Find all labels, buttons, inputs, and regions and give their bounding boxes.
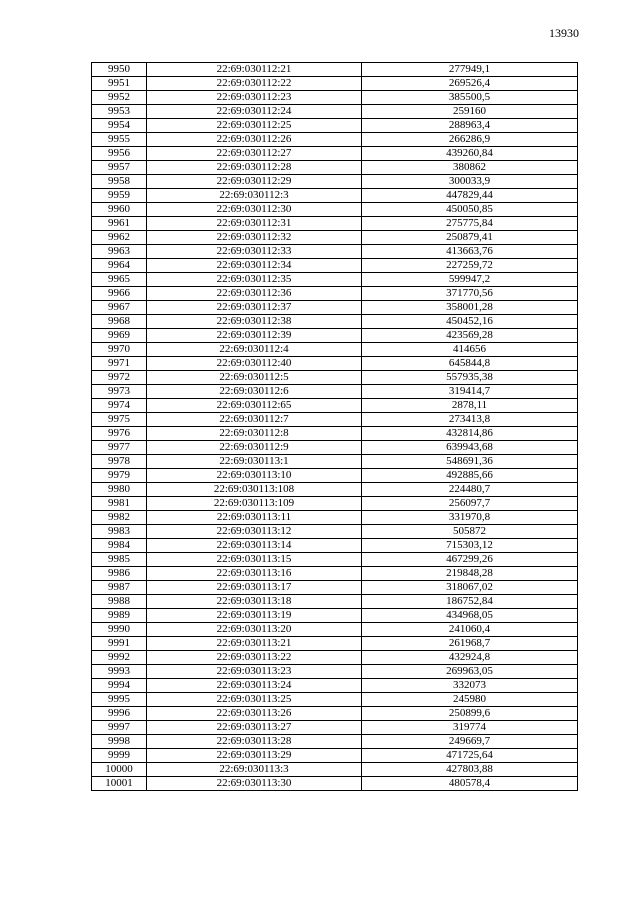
- cadastral-value-cell: 245980: [362, 693, 578, 707]
- table-row: [92, 371, 578, 385]
- cadastral-number-cell: 22:69:030112:27: [147, 147, 362, 161]
- cadastral-value-cell: 288963,4: [362, 119, 578, 133]
- row-number-cell: 10000: [92, 763, 147, 777]
- cadastral-value-cell: 432924,8: [362, 651, 578, 665]
- cadastral-value-cell: 385500,5: [362, 91, 578, 105]
- cadastral-value-cell: 186752,84: [362, 595, 578, 609]
- cadastral-value-cell: 250899,6: [362, 707, 578, 721]
- table-row: [92, 749, 578, 763]
- row-number-cell: 9973: [92, 385, 147, 399]
- row-number-cell: 9958: [92, 175, 147, 189]
- row-number-cell: 9993: [92, 665, 147, 679]
- cadastral-number-cell: 22:69:030112:7: [147, 413, 362, 427]
- row-number-cell: 9998: [92, 735, 147, 749]
- table-row: [92, 231, 578, 245]
- table-row: [92, 567, 578, 581]
- row-number-cell: 9972: [92, 371, 147, 385]
- row-number-cell: 9978: [92, 455, 147, 469]
- table-row: [92, 357, 578, 371]
- cadastral-value-cell: 548691,36: [362, 455, 578, 469]
- cadastral-value-cell: 639943,68: [362, 441, 578, 455]
- table-row: [92, 721, 578, 735]
- cadastral-value-cell: 715303,12: [362, 539, 578, 553]
- row-number-cell: 9971: [92, 357, 147, 371]
- cadastral-value-cell: 434968,05: [362, 609, 578, 623]
- row-number-cell: 9960: [92, 203, 147, 217]
- cadastral-value-cell: 645844,8: [362, 357, 578, 371]
- cadastral-value-cell: 557935,38: [362, 371, 578, 385]
- cadastral-value-cell: 439260,84: [362, 147, 578, 161]
- row-number-cell: 9962: [92, 231, 147, 245]
- row-number-cell: 9964: [92, 259, 147, 273]
- row-number-cell: 9975: [92, 413, 147, 427]
- row-number-cell: 9999: [92, 749, 147, 763]
- table-row: [92, 63, 578, 77]
- cadastral-number-cell: 22:69:030112:28: [147, 161, 362, 175]
- table-row: [92, 637, 578, 651]
- cadastral-number-cell: 22:69:030113:22: [147, 651, 362, 665]
- row-number-cell: 9951: [92, 77, 147, 91]
- row-number-cell: 9982: [92, 511, 147, 525]
- cadastral-number-cell: 22:69:030112:37: [147, 301, 362, 315]
- table-row: [92, 217, 578, 231]
- cadastral-number-cell: 22:69:030112:26: [147, 133, 362, 147]
- table-row: [92, 525, 578, 539]
- cadastral-number-cell: 22:69:030113:23: [147, 665, 362, 679]
- cadastral-number-cell: 22:69:030113:27: [147, 721, 362, 735]
- row-number-cell: 9984: [92, 539, 147, 553]
- cadastral-number-cell: 22:69:030113:20: [147, 623, 362, 637]
- row-number-cell: 9952: [92, 91, 147, 105]
- table-row: [92, 413, 578, 427]
- cadastral-number-cell: 22:69:030113:14: [147, 539, 362, 553]
- cadastral-number-cell: 22:69:030112:40: [147, 357, 362, 371]
- cadastral-value-cell: 256097,7: [362, 497, 578, 511]
- row-number-cell: 9979: [92, 469, 147, 483]
- row-number-cell: 9961: [92, 217, 147, 231]
- row-number-cell: 9953: [92, 105, 147, 119]
- cadastral-value-cell: 269526,4: [362, 77, 578, 91]
- cadastral-value-cell: 275775,84: [362, 217, 578, 231]
- cadastral-number-cell: 22:69:030112:5: [147, 371, 362, 385]
- cadastral-number-cell: 22:69:030112:39: [147, 329, 362, 343]
- cadastral-value-cell: 505872: [362, 525, 578, 539]
- table-row: [92, 595, 578, 609]
- row-number-cell: 9988: [92, 595, 147, 609]
- table-row: [92, 119, 578, 133]
- cadastral-value-cell: 219848,28: [362, 567, 578, 581]
- cadastral-number-cell: 22:69:030112:34: [147, 259, 362, 273]
- cadastral-value-cell: 450452,16: [362, 315, 578, 329]
- cadastral-value-cell: 269963,05: [362, 665, 578, 679]
- page-number: 13930: [549, 26, 579, 40]
- cadastral-number-cell: 22:69:030113:18: [147, 595, 362, 609]
- row-number-cell: 9956: [92, 147, 147, 161]
- row-number-cell: 9957: [92, 161, 147, 175]
- table-row: [92, 161, 578, 175]
- table-row: [92, 385, 578, 399]
- cadastral-value-cell: 249669,7: [362, 735, 578, 749]
- cadastral-number-cell: 22:69:030112:22: [147, 77, 362, 91]
- table-row: [92, 455, 578, 469]
- row-number-cell: 9970: [92, 343, 147, 357]
- row-number-cell: 9990: [92, 623, 147, 637]
- table-row: [92, 259, 578, 273]
- row-number-cell: 9968: [92, 315, 147, 329]
- cadastral-number-cell: 22:69:030113:3: [147, 763, 362, 777]
- cadastral-value-cell: 273413,8: [362, 413, 578, 427]
- row-number-cell: 9983: [92, 525, 147, 539]
- cadastral-value-cell: 492885,66: [362, 469, 578, 483]
- row-number-cell: 9950: [92, 63, 147, 77]
- cadastral-value-cell: 2878,11: [362, 399, 578, 413]
- row-number-cell: 9994: [92, 679, 147, 693]
- cadastral-value-cell: 450050,85: [362, 203, 578, 217]
- cadastral-number-cell: 22:69:030112:9: [147, 441, 362, 455]
- cadastral-value-cell: 599947,2: [362, 273, 578, 287]
- cadastral-number-cell: 22:69:030112:29: [147, 175, 362, 189]
- table-row: [92, 441, 578, 455]
- cadastral-value-cell: 480578,4: [362, 777, 578, 791]
- table-row: [92, 427, 578, 441]
- cadastral-number-cell: 22:69:030113:19: [147, 609, 362, 623]
- row-number-cell: 9974: [92, 399, 147, 413]
- cadastral-number-cell: 22:69:030112:4: [147, 343, 362, 357]
- table-row: [92, 693, 578, 707]
- cadastral-number-cell: 22:69:030113:21: [147, 637, 362, 651]
- row-number-cell: 9955: [92, 133, 147, 147]
- row-number-cell: 9977: [92, 441, 147, 455]
- table-row: [92, 399, 578, 413]
- table-row: [92, 91, 578, 105]
- table-row: [92, 77, 578, 91]
- cadastral-number-cell: 22:69:030112:36: [147, 287, 362, 301]
- table-row: [92, 343, 578, 357]
- cadastral-number-cell: 22:69:030113:26: [147, 707, 362, 721]
- row-number-cell: 9963: [92, 245, 147, 259]
- row-number-cell: 9989: [92, 609, 147, 623]
- cadastral-number-cell: 22:69:030112:24: [147, 105, 362, 119]
- row-number-cell: 9987: [92, 581, 147, 595]
- cadastral-value-cell: 371770,56: [362, 287, 578, 301]
- cadastral-value-cell: 427803,88: [362, 763, 578, 777]
- cadastral-number-cell: 22:69:030112:30: [147, 203, 362, 217]
- cadastral-number-cell: 22:69:030112:3: [147, 189, 362, 203]
- table-row: [92, 679, 578, 693]
- cadastral-value-cell: 332073: [362, 679, 578, 693]
- cadastral-value-cell: 413663,76: [362, 245, 578, 259]
- table-row: [92, 651, 578, 665]
- cadastral-number-cell: 22:69:030113:1: [147, 455, 362, 469]
- row-number-cell: 9992: [92, 651, 147, 665]
- cadastral-value-cell: 319414,7: [362, 385, 578, 399]
- table-row: [92, 483, 578, 497]
- row-number-cell: 9976: [92, 427, 147, 441]
- cadastral-value-cell: 227259,72: [362, 259, 578, 273]
- table-row: [92, 147, 578, 161]
- table-row: [92, 511, 578, 525]
- row-number-cell: 9967: [92, 301, 147, 315]
- table-row: [92, 203, 578, 217]
- table-row: [92, 287, 578, 301]
- cadastral-value-table: [91, 62, 578, 791]
- table-row: [92, 133, 578, 147]
- table-row: [92, 777, 578, 791]
- cadastral-number-cell: 22:69:030112:8: [147, 427, 362, 441]
- table-row: [92, 623, 578, 637]
- cadastral-number-cell: 22:69:030112:65: [147, 399, 362, 413]
- table-row: [92, 175, 578, 189]
- cadastral-number-cell: 22:69:030113:11: [147, 511, 362, 525]
- cadastral-value-cell: 224480,7: [362, 483, 578, 497]
- cadastral-value-cell: 414656: [362, 343, 578, 357]
- cadastral-value-cell: 331970,8: [362, 511, 578, 525]
- cadastral-value-cell: 319774: [362, 721, 578, 735]
- cadastral-value-cell: 318067,02: [362, 581, 578, 595]
- table-row: [92, 539, 578, 553]
- row-number-cell: 9997: [92, 721, 147, 735]
- cadastral-number-cell: 22:69:030113:25: [147, 693, 362, 707]
- row-number-cell: 9966: [92, 287, 147, 301]
- row-number-cell: 10001: [92, 777, 147, 791]
- cadastral-number-cell: 22:69:030112:33: [147, 245, 362, 259]
- cadastral-value-cell: 471725,64: [362, 749, 578, 763]
- cadastral-number-cell: 22:69:030112:21: [147, 63, 362, 77]
- table-row: [92, 707, 578, 721]
- row-number-cell: 9980: [92, 483, 147, 497]
- cadastral-value-cell: 358001,28: [362, 301, 578, 315]
- row-number-cell: 9985: [92, 553, 147, 567]
- cadastral-number-cell: 22:69:030113:109: [147, 497, 362, 511]
- row-number-cell: 9981: [92, 497, 147, 511]
- cadastral-value-cell: 266286,9: [362, 133, 578, 147]
- table-row: [92, 315, 578, 329]
- cadastral-number-cell: 22:69:030113:108: [147, 483, 362, 497]
- table-row: [92, 301, 578, 315]
- table-row: [92, 329, 578, 343]
- cadastral-number-cell: 22:69:030112:25: [147, 119, 362, 133]
- cadastral-number-cell: 22:69:030112:32: [147, 231, 362, 245]
- row-number-cell: 9995: [92, 693, 147, 707]
- cadastral-value-cell: 259160: [362, 105, 578, 119]
- cadastral-number-cell: 22:69:030113:10: [147, 469, 362, 483]
- table-row: [92, 609, 578, 623]
- cadastral-number-cell: 22:69:030112:31: [147, 217, 362, 231]
- cadastral-number-cell: 22:69:030113:16: [147, 567, 362, 581]
- cadastral-value-cell: 380862: [362, 161, 578, 175]
- table-row: [92, 665, 578, 679]
- table-row: [92, 469, 578, 483]
- cadastral-number-cell: 22:69:030112:38: [147, 315, 362, 329]
- cadastral-value-cell: 300033,9: [362, 175, 578, 189]
- cadastral-number-cell: 22:69:030112:23: [147, 91, 362, 105]
- cadastral-value-cell: 423569,28: [362, 329, 578, 343]
- cadastral-number-cell: 22:69:030113:29: [147, 749, 362, 763]
- table-row: [92, 581, 578, 595]
- cadastral-number-cell: 22:69:030113:15: [147, 553, 362, 567]
- table-row: [92, 105, 578, 119]
- row-number-cell: 9954: [92, 119, 147, 133]
- row-number-cell: 9959: [92, 189, 147, 203]
- cadastral-number-cell: 22:69:030112:35: [147, 273, 362, 287]
- table-row: [92, 735, 578, 749]
- row-number-cell: 9996: [92, 707, 147, 721]
- table-row: [92, 763, 578, 777]
- cadastral-value-cell: 277949,1: [362, 63, 578, 77]
- cadastral-value-cell: 432814,86: [362, 427, 578, 441]
- cadastral-number-cell: 22:69:030113:17: [147, 581, 362, 595]
- row-number-cell: 9986: [92, 567, 147, 581]
- table-body: [92, 63, 578, 791]
- table-row: [92, 553, 578, 567]
- row-number-cell: 9991: [92, 637, 147, 651]
- cadastral-number-cell: 22:69:030113:12: [147, 525, 362, 539]
- cadastral-value-cell: 447829,44: [362, 189, 578, 203]
- row-number-cell: 9969: [92, 329, 147, 343]
- table-row: [92, 273, 578, 287]
- cadastral-value-cell: 250879,41: [362, 231, 578, 245]
- cadastral-value-cell: 467299,26: [362, 553, 578, 567]
- table-row: [92, 497, 578, 511]
- cadastral-number-cell: 22:69:030113:30: [147, 777, 362, 791]
- cadastral-number-cell: 22:69:030113:24: [147, 679, 362, 693]
- table-row: [92, 245, 578, 259]
- row-number-cell: 9965: [92, 273, 147, 287]
- cadastral-value-cell: 261968,7: [362, 637, 578, 651]
- cadastral-value-cell: 241060,4: [362, 623, 578, 637]
- cadastral-number-cell: 22:69:030112:6: [147, 385, 362, 399]
- table-row: [92, 189, 578, 203]
- cadastral-number-cell: 22:69:030113:28: [147, 735, 362, 749]
